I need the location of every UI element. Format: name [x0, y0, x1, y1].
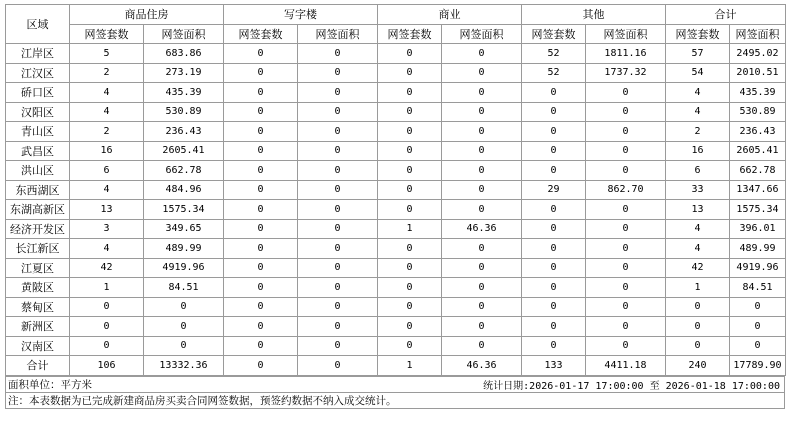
- count-cell: 2: [70, 122, 144, 142]
- area-cell: 46.36: [442, 219, 522, 239]
- region-cell: 江岸区: [6, 44, 70, 64]
- sales-table: [5, 4, 786, 376]
- area-cell: 0: [442, 63, 522, 83]
- count-cell: 2: [666, 122, 730, 142]
- area-cell: 13332.36: [144, 356, 224, 376]
- sub-header-count: 网签套数: [224, 24, 298, 44]
- count-cell: 0: [522, 83, 586, 103]
- count-cell: 6: [666, 161, 730, 181]
- area-cell: 4919.96: [144, 258, 224, 278]
- stat-period: 统计日期:2026-01-17 17:00:00 至 2026-01-18 17:00:00: [483, 380, 780, 392]
- area-cell: 84.51: [730, 278, 786, 298]
- region-cell: 汉南区: [6, 336, 70, 356]
- count-cell: 0: [378, 200, 442, 220]
- count-cell: 4: [70, 180, 144, 200]
- area-cell: 0: [586, 102, 666, 122]
- table-row: [6, 200, 786, 220]
- count-cell: 42: [70, 258, 144, 278]
- area-cell: 0: [298, 102, 378, 122]
- area-cell: 530.89: [730, 102, 786, 122]
- area-cell: 0: [586, 219, 666, 239]
- count-cell: 0: [378, 336, 442, 356]
- count-cell: 0: [224, 180, 298, 200]
- count-cell: 13: [70, 200, 144, 220]
- count-cell: 0: [522, 122, 586, 142]
- area-cell: 0: [298, 83, 378, 103]
- count-cell: 4: [666, 102, 730, 122]
- area-cell: 0: [298, 278, 378, 298]
- count-cell: 0: [224, 336, 298, 356]
- area-cell: 0: [442, 336, 522, 356]
- count-cell: 0: [666, 297, 730, 317]
- area-cell: 0: [442, 278, 522, 298]
- count-cell: 52: [522, 63, 586, 83]
- table-row: [6, 180, 786, 200]
- area-cell: 396.01: [730, 219, 786, 239]
- area-cell: 0: [298, 356, 378, 376]
- area-cell: 1347.66: [730, 180, 786, 200]
- region-cell: 东湖高新区: [6, 200, 70, 220]
- count-cell: 0: [522, 219, 586, 239]
- sub-header-count: 网签套数: [70, 24, 144, 44]
- sub-header-area: 网签面积: [442, 24, 522, 44]
- group-header-total: 合计: [666, 5, 786, 25]
- area-cell: 349.65: [144, 219, 224, 239]
- count-cell: 0: [522, 239, 586, 259]
- sub-header-area: 网签面积: [298, 24, 378, 44]
- area-cell: 484.96: [144, 180, 224, 200]
- count-cell: 4: [70, 102, 144, 122]
- region-cell: 汉阳区: [6, 102, 70, 122]
- area-cell: 0: [730, 336, 786, 356]
- area-unit-label: 面积单位：平方米: [8, 378, 92, 391]
- region-header: 区域: [6, 5, 70, 44]
- area-cell: 1575.34: [144, 200, 224, 220]
- table-row: [6, 63, 786, 83]
- count-cell: 57: [666, 44, 730, 64]
- count-cell: 0: [378, 278, 442, 298]
- area-cell: 0: [586, 122, 666, 142]
- count-cell: 0: [378, 44, 442, 64]
- area-cell: 662.78: [730, 161, 786, 181]
- area-cell: 0: [298, 44, 378, 64]
- table-row: [6, 102, 786, 122]
- region-cell: 江汉区: [6, 63, 70, 83]
- area-cell: 0: [442, 102, 522, 122]
- region-cell: 长江新区: [6, 239, 70, 259]
- table-row: [6, 122, 786, 142]
- count-cell: 0: [70, 317, 144, 337]
- group-header-other: 其他: [522, 5, 666, 25]
- area-cell: 0: [586, 83, 666, 103]
- count-cell: 133: [522, 356, 586, 376]
- report-container: [5, 4, 785, 409]
- table-row: [6, 297, 786, 317]
- count-cell: 0: [522, 258, 586, 278]
- area-cell: 0: [586, 141, 666, 161]
- area-cell: 273.19: [144, 63, 224, 83]
- table-row: [6, 44, 786, 64]
- area-cell: 1811.16: [586, 44, 666, 64]
- count-cell: 29: [522, 180, 586, 200]
- count-cell: 0: [224, 297, 298, 317]
- area-cell: 236.43: [730, 122, 786, 142]
- area-cell: 0: [298, 239, 378, 259]
- area-cell: 489.99: [730, 239, 786, 259]
- count-cell: 4: [70, 83, 144, 103]
- area-cell: 0: [298, 219, 378, 239]
- area-cell: 435.39: [730, 83, 786, 103]
- count-cell: 1: [70, 278, 144, 298]
- region-cell: 经济开发区: [6, 219, 70, 239]
- count-cell: 0: [378, 297, 442, 317]
- area-cell: 2605.41: [144, 141, 224, 161]
- count-cell: 0: [378, 258, 442, 278]
- area-cell: 0: [586, 258, 666, 278]
- table-row: [6, 278, 786, 298]
- count-cell: 1: [378, 219, 442, 239]
- count-cell: 0: [522, 161, 586, 181]
- group-header-residential: 商品住房: [70, 5, 224, 25]
- count-cell: 0: [378, 102, 442, 122]
- area-cell: 0: [442, 258, 522, 278]
- area-cell: 862.70: [586, 180, 666, 200]
- count-cell: 13: [666, 200, 730, 220]
- area-cell: 530.89: [144, 102, 224, 122]
- count-cell: 4: [666, 219, 730, 239]
- area-cell: 0: [442, 200, 522, 220]
- region-cell: 东西湖区: [6, 180, 70, 200]
- region-cell: 青山区: [6, 122, 70, 142]
- sub-header-count: 网签套数: [666, 24, 730, 44]
- region-cell: 黄陂区: [6, 278, 70, 298]
- table-row: [6, 141, 786, 161]
- area-cell: 0: [442, 44, 522, 64]
- area-cell: 17789.90: [730, 356, 786, 376]
- area-cell: 683.86: [144, 44, 224, 64]
- count-cell: 0: [224, 83, 298, 103]
- area-cell: 0: [298, 317, 378, 337]
- count-cell: 0: [522, 102, 586, 122]
- count-cell: 0: [378, 180, 442, 200]
- area-cell: 0: [298, 258, 378, 278]
- table-row: [6, 219, 786, 239]
- area-cell: 489.99: [144, 239, 224, 259]
- count-cell: 0: [224, 258, 298, 278]
- area-cell: 0: [586, 278, 666, 298]
- area-cell: 0: [144, 336, 224, 356]
- count-cell: 4: [70, 239, 144, 259]
- count-cell: 0: [378, 161, 442, 181]
- count-cell: 0: [224, 161, 298, 181]
- area-cell: 46.36: [442, 356, 522, 376]
- area-cell: 0: [730, 297, 786, 317]
- footer-note: 注：本表数据为已完成新建商品房买卖合同网签数据，预签约数据不纳入成交统计。: [6, 392, 785, 408]
- count-cell: 0: [224, 239, 298, 259]
- area-cell: 0: [144, 317, 224, 337]
- count-cell: 0: [522, 141, 586, 161]
- area-cell: 0: [298, 200, 378, 220]
- area-cell: 0: [586, 200, 666, 220]
- count-cell: 0: [224, 219, 298, 239]
- region-cell: 江夏区: [6, 258, 70, 278]
- count-cell: 0: [666, 317, 730, 337]
- area-cell: 0: [730, 317, 786, 337]
- count-cell: 4: [666, 239, 730, 259]
- area-cell: 84.51: [144, 278, 224, 298]
- table-row: [6, 336, 786, 356]
- header-row-groups: [6, 5, 786, 25]
- count-cell: 0: [224, 44, 298, 64]
- area-cell: 1575.34: [730, 200, 786, 220]
- area-cell: 0: [586, 161, 666, 181]
- count-cell: 6: [70, 161, 144, 181]
- count-cell: 0: [378, 63, 442, 83]
- sub-header-area: 网签面积: [586, 24, 666, 44]
- count-cell: 0: [70, 297, 144, 317]
- count-cell: 0: [224, 141, 298, 161]
- count-cell: 5: [70, 44, 144, 64]
- area-cell: 0: [298, 180, 378, 200]
- area-cell: 0: [298, 141, 378, 161]
- area-cell: 0: [586, 336, 666, 356]
- count-cell: 2: [70, 63, 144, 83]
- area-cell: 0: [298, 122, 378, 142]
- count-cell: 16: [666, 141, 730, 161]
- area-cell: 0: [442, 317, 522, 337]
- region-cell: 新洲区: [6, 317, 70, 337]
- region-cell: 硚口区: [6, 83, 70, 103]
- count-cell: 16: [70, 141, 144, 161]
- count-cell: 42: [666, 258, 730, 278]
- area-cell: 0: [298, 63, 378, 83]
- sub-header-area: 网签面积: [730, 24, 786, 44]
- count-cell: 0: [378, 83, 442, 103]
- area-cell: 1737.32: [586, 63, 666, 83]
- count-cell: 1: [666, 278, 730, 298]
- sub-header-count: 网签套数: [378, 24, 442, 44]
- area-cell: 0: [586, 297, 666, 317]
- area-cell: 2605.41: [730, 141, 786, 161]
- count-cell: 0: [666, 336, 730, 356]
- area-cell: 2495.02: [730, 44, 786, 64]
- area-cell: 0: [298, 336, 378, 356]
- table-row: [6, 258, 786, 278]
- area-cell: 0: [298, 161, 378, 181]
- table-row: [6, 161, 786, 181]
- table-row: [6, 83, 786, 103]
- area-cell: 236.43: [144, 122, 224, 142]
- count-cell: 0: [378, 317, 442, 337]
- count-cell: 0: [224, 200, 298, 220]
- count-cell: 240: [666, 356, 730, 376]
- region-cell: 武昌区: [6, 141, 70, 161]
- area-cell: 662.78: [144, 161, 224, 181]
- table-row: [6, 239, 786, 259]
- area-cell: 0: [586, 239, 666, 259]
- count-cell: 0: [378, 141, 442, 161]
- count-cell: 0: [522, 200, 586, 220]
- area-cell: 0: [586, 317, 666, 337]
- area-cell: 0: [442, 297, 522, 317]
- count-cell: 0: [224, 102, 298, 122]
- count-cell: 0: [224, 122, 298, 142]
- count-cell: 0: [522, 336, 586, 356]
- area-cell: 0: [144, 297, 224, 317]
- region-cell: 合计: [6, 356, 70, 376]
- header-row-sub: [6, 24, 786, 44]
- area-cell: 0: [442, 161, 522, 181]
- region-cell: 洪山区: [6, 161, 70, 181]
- count-cell: 0: [224, 317, 298, 337]
- count-cell: 0: [522, 297, 586, 317]
- area-cell: 4411.18: [586, 356, 666, 376]
- area-cell: 2010.51: [730, 63, 786, 83]
- group-header-office: 写字楼: [224, 5, 378, 25]
- area-cell: 0: [442, 83, 522, 103]
- count-cell: 4: [666, 83, 730, 103]
- footer-table: [5, 376, 785, 409]
- footer-stat-row: [6, 376, 785, 392]
- count-cell: 52: [522, 44, 586, 64]
- area-cell: 0: [442, 239, 522, 259]
- region-cell: 蔡甸区: [6, 297, 70, 317]
- count-cell: 0: [224, 356, 298, 376]
- count-cell: 0: [522, 278, 586, 298]
- area-cell: 0: [442, 122, 522, 142]
- count-cell: 3: [70, 219, 144, 239]
- count-cell: 0: [378, 122, 442, 142]
- count-cell: 0: [70, 336, 144, 356]
- area-cell: 0: [442, 141, 522, 161]
- count-cell: 0: [224, 278, 298, 298]
- count-cell: 0: [224, 63, 298, 83]
- sub-header-area: 网签面积: [144, 24, 224, 44]
- count-cell: 106: [70, 356, 144, 376]
- table-row: [6, 356, 786, 376]
- area-cell: 435.39: [144, 83, 224, 103]
- count-cell: 0: [522, 317, 586, 337]
- count-cell: 1: [378, 356, 442, 376]
- sub-header-count: 网签套数: [522, 24, 586, 44]
- area-cell: 4919.96: [730, 258, 786, 278]
- count-cell: 33: [666, 180, 730, 200]
- table-body: [6, 44, 786, 376]
- area-cell: 0: [442, 180, 522, 200]
- count-cell: 54: [666, 63, 730, 83]
- table-row: [6, 317, 786, 337]
- group-header-commercial: 商业: [378, 5, 522, 25]
- area-cell: 0: [298, 297, 378, 317]
- count-cell: 0: [378, 239, 442, 259]
